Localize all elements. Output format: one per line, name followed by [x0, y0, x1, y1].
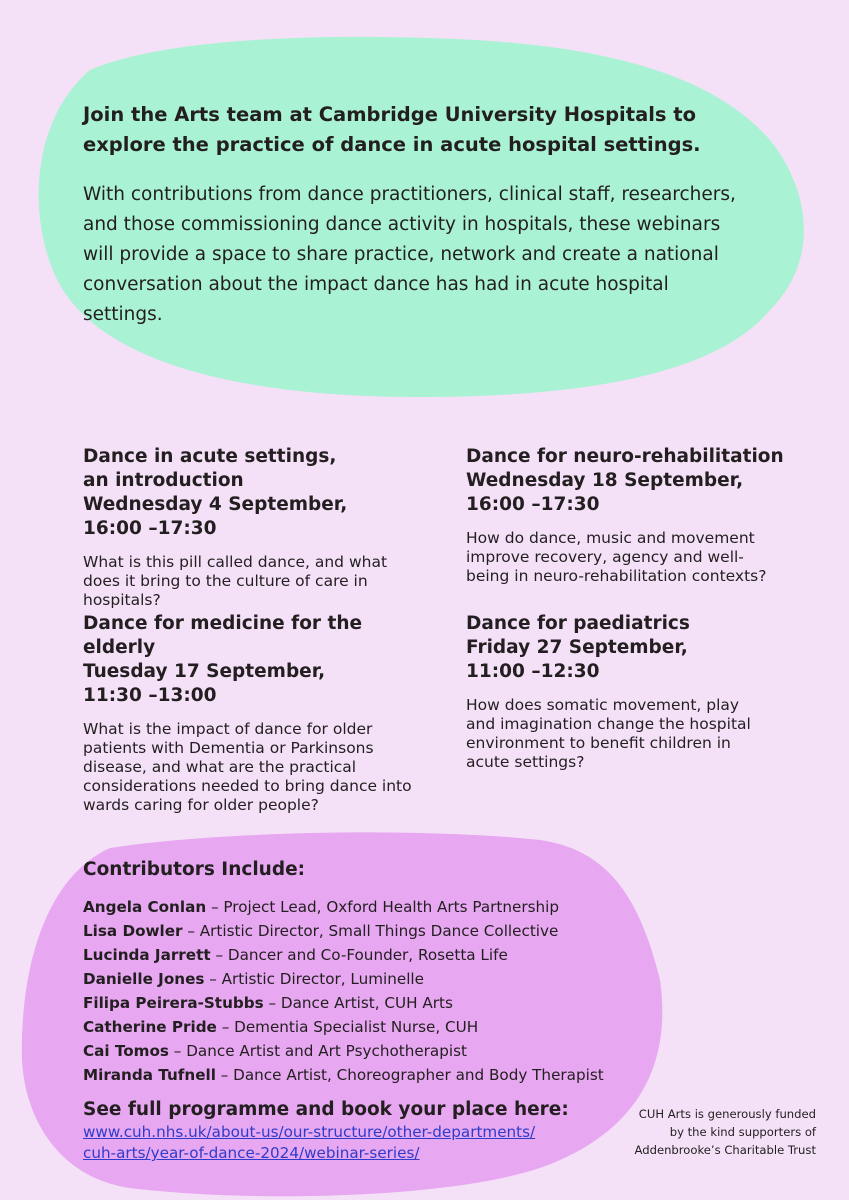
session-description: How do dance, music and movement improve recovery, agency and well-being in neuro-rehabilitation contexts?: [466, 529, 767, 585]
session-date: Wednesday 4 September,: [83, 494, 348, 515]
session-title: [466, 612, 766, 684]
session-title-line: an introduction: [83, 470, 244, 491]
contributor-item: [83, 1039, 643, 1063]
contributor-name: Catherine Pride: [83, 1018, 217, 1036]
contributors-heading: Contributors Include:: [83, 859, 306, 880]
funding-line: CUH Arts is generously funded: [638, 1107, 816, 1121]
session-title: [466, 445, 786, 517]
contributor-name: Filipa Peirera-Stubbs: [83, 994, 264, 1012]
session-title: [83, 445, 428, 541]
intro-lead: Join the Arts team at Cambridge University Hospitals to explore the practice of dance in acute hospital settings.: [83, 103, 701, 156]
contributor-item: [83, 967, 643, 991]
funding-line: Addenbrooke’s Charitable Trust: [634, 1143, 816, 1157]
session-title-line: Dance for neuro-rehabilitation: [466, 446, 784, 467]
contributor-name: Lisa Dowler: [83, 922, 183, 940]
session-title: [83, 612, 428, 708]
session-paediatrics: [466, 612, 766, 772]
session-date: Friday 27 September,: [466, 637, 688, 658]
contributor-role: – Artistic Director, Luminelle: [204, 970, 424, 988]
contributor-name: Lucinda Jarrett: [83, 946, 211, 964]
contributor-item: [83, 919, 643, 943]
session-time: 16:00 –17:30: [83, 518, 217, 539]
contributor-role: – Dancer and Co-Founder, Rosetta Life: [210, 946, 508, 964]
contributor-role: – Artistic Director, Small Things Dance Collective: [182, 922, 559, 940]
intro-body: With contributions from dance practitioners, clinical staff, researchers, and those commissioning dance activity in hospitals, these webinars will provide a space to share practice, network and create a national conversation about the impact dance has had in acute hospital settings.: [83, 184, 736, 325]
booking-heading: See full programme and book your place here:: [83, 1099, 569, 1120]
contributor-role: – Dance Artist, Choreographer and Body Therapist: [215, 1066, 604, 1084]
contributor-name: Cai Tomos: [83, 1042, 169, 1060]
session-elderly: [83, 612, 428, 815]
contributor-role: – Project Lead, Oxford Health Arts Partnership: [206, 898, 559, 916]
link-line: cuh-arts/year-of-dance-2024/webinar-series/: [83, 1144, 420, 1162]
session-time: 11:30 –13:00: [83, 685, 217, 706]
funding-credit: [600, 1105, 816, 1159]
session-description: How does somatic movement, play and imagination change the hospital environment to benefit children in acute settings?: [466, 696, 751, 771]
contributor-name: Angela Conlan: [83, 898, 207, 916]
contributor-item: [83, 895, 643, 919]
session-neuro: [466, 445, 786, 586]
contributor-role: – Dementia Specialist Nurse, CUH: [216, 1018, 479, 1036]
funding-line: by the kind supporters of: [669, 1125, 816, 1139]
contributor-name: Danielle Jones: [83, 970, 205, 988]
webinar-series-link[interactable]: [83, 1122, 603, 1164]
link-line: www.cuh.nhs.uk/about-us/our-structure/other-departments/: [83, 1123, 536, 1141]
session-time: 11:00 –12:30: [466, 661, 600, 682]
session-title-line: Dance in acute settings,: [83, 446, 337, 467]
session-intro: [83, 445, 428, 610]
session-time: 16:00 –17:30: [466, 494, 600, 515]
session-description: What is this pill called dance, and what does it bring to the culture of care in hospitals?: [83, 553, 388, 609]
session-description: What is the impact of dance for older patients with Dementia or Parkinsons disease, and what are the practical considerations needed to bring dance into wards caring for older people?: [83, 720, 412, 814]
session-date: Tuesday 17 September,: [83, 661, 326, 682]
contributors-list: [83, 895, 643, 1087]
contributor-item: [83, 1015, 643, 1039]
contributor-role: – Dance Artist and Art Psychotherapist: [168, 1042, 467, 1060]
contributor-item: [83, 1063, 643, 1087]
contributor-item: [83, 991, 643, 1015]
session-title-line: Dance for paediatrics: [466, 613, 690, 634]
session-date: Wednesday 18 September,: [466, 470, 744, 491]
contributor-role: – Dance Artist, CUH Arts: [263, 994, 453, 1012]
contributor-item: [83, 943, 643, 967]
session-title-line: Dance for medicine for the elderly: [83, 613, 363, 658]
contributor-name: Miranda Tufnell: [83, 1066, 216, 1084]
